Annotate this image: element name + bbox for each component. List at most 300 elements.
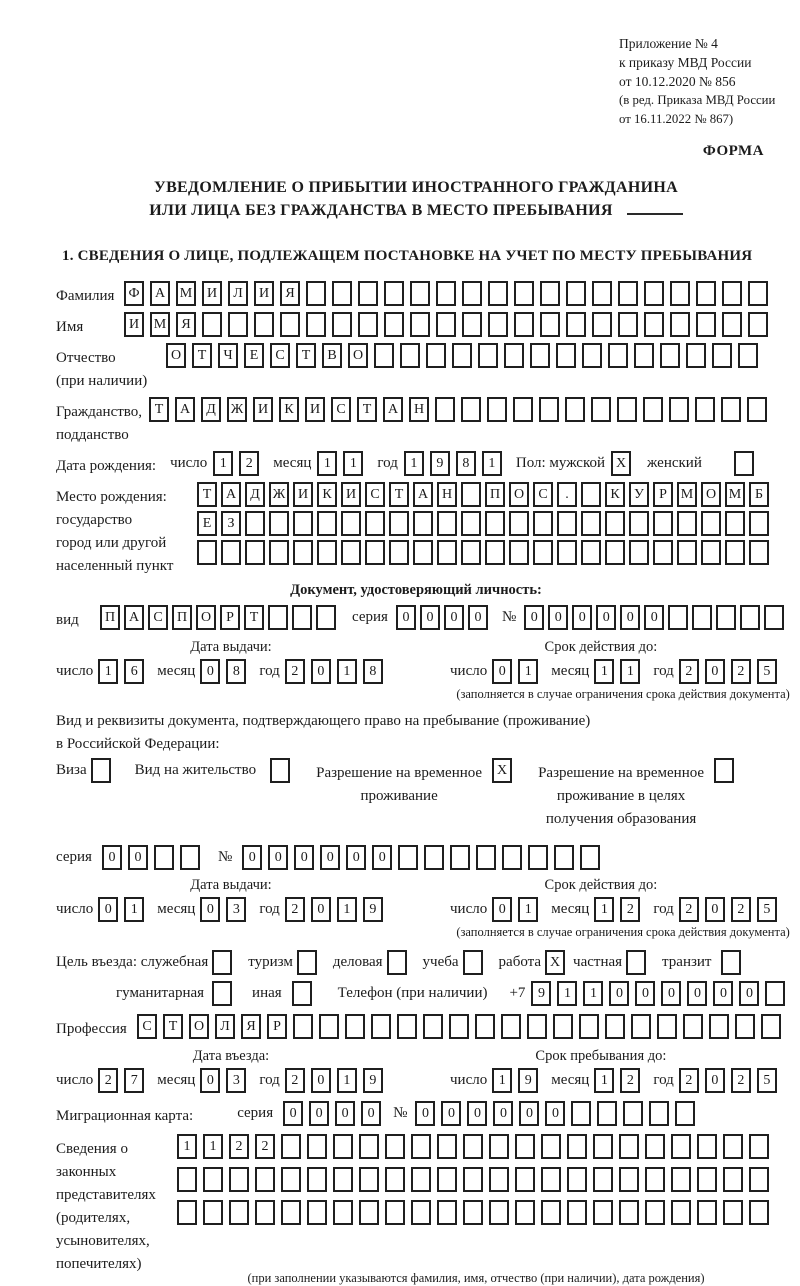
char-cell[interactable]: [695, 397, 715, 422]
char-cell[interactable]: [644, 281, 664, 306]
char-cell[interactable]: 0: [415, 1101, 435, 1126]
char-cell[interactable]: О: [348, 343, 368, 368]
char-cell[interactable]: [530, 343, 550, 368]
char-cell[interactable]: [735, 1014, 755, 1039]
char-cell[interactable]: [748, 312, 768, 337]
char-cell[interactable]: 2: [229, 1134, 249, 1159]
char-cell[interactable]: И: [254, 281, 274, 306]
char-cell[interactable]: 0: [467, 1101, 487, 1126]
char-cell[interactable]: [629, 540, 649, 565]
char-cell[interactable]: [374, 343, 394, 368]
char-cell[interactable]: [528, 845, 548, 870]
char-cell[interactable]: [221, 540, 241, 565]
char-cell[interactable]: [423, 1014, 443, 1039]
char-cell[interactable]: О: [701, 482, 721, 507]
char-cell[interactable]: 1: [583, 981, 603, 1006]
char-cell[interactable]: К: [279, 397, 299, 422]
char-cell[interactable]: [712, 343, 732, 368]
char-cell[interactable]: Т: [357, 397, 377, 422]
char-cell[interactable]: 0: [311, 659, 331, 684]
char-cell[interactable]: И: [305, 397, 325, 422]
char-cell[interactable]: [400, 343, 420, 368]
char-cell[interactable]: [436, 312, 456, 337]
char-cell[interactable]: М: [150, 312, 170, 337]
char-cell[interactable]: И: [293, 482, 313, 507]
char-cell[interactable]: 1: [404, 451, 424, 476]
char-cell[interactable]: [723, 1200, 743, 1225]
char-cell[interactable]: [629, 511, 649, 536]
char-cell[interactable]: [722, 312, 742, 337]
char-cell[interactable]: С: [270, 343, 290, 368]
char-cell[interactable]: [462, 312, 482, 337]
char-cell[interactable]: [229, 1200, 249, 1225]
char-cell[interactable]: [749, 540, 769, 565]
char-cell[interactable]: [582, 343, 602, 368]
char-cell[interactable]: [293, 540, 313, 565]
char-cell[interactable]: [515, 1167, 535, 1192]
char-cell[interactable]: [488, 312, 508, 337]
char-cell[interactable]: 0: [545, 1101, 565, 1126]
char-cell[interactable]: [740, 605, 760, 630]
char-cell[interactable]: [723, 1134, 743, 1159]
char-cell[interactable]: [197, 540, 217, 565]
char-cell[interactable]: [463, 950, 483, 975]
char-cell[interactable]: 1: [594, 1068, 614, 1093]
char-cell[interactable]: [567, 1134, 587, 1159]
char-cell[interactable]: [203, 1200, 223, 1225]
char-cell[interactable]: [597, 1101, 617, 1126]
char-cell[interactable]: 0: [524, 605, 544, 630]
char-cell[interactable]: 9: [363, 897, 383, 922]
char-cell[interactable]: 0: [200, 1068, 220, 1093]
char-cell[interactable]: 8: [456, 451, 476, 476]
char-cell[interactable]: [605, 511, 625, 536]
char-cell[interactable]: [411, 1167, 431, 1192]
char-cell[interactable]: Ж: [227, 397, 247, 422]
char-cell[interactable]: [449, 1014, 469, 1039]
char-cell[interactable]: 0: [441, 1101, 461, 1126]
char-cell[interactable]: [515, 1200, 535, 1225]
char-cell[interactable]: X: [611, 451, 631, 476]
char-cell[interactable]: [645, 1134, 665, 1159]
char-cell[interactable]: С: [365, 482, 385, 507]
char-cell[interactable]: Ч: [218, 343, 238, 368]
char-cell[interactable]: [461, 511, 481, 536]
char-cell[interactable]: [269, 511, 289, 536]
char-cell[interactable]: [341, 511, 361, 536]
char-cell[interactable]: [502, 845, 522, 870]
char-cell[interactable]: 2: [679, 659, 699, 684]
char-cell[interactable]: [581, 511, 601, 536]
char-cell[interactable]: [556, 343, 576, 368]
char-cell[interactable]: [307, 1134, 327, 1159]
char-cell[interactable]: [426, 343, 446, 368]
char-cell[interactable]: .: [557, 482, 577, 507]
char-cell[interactable]: [450, 845, 470, 870]
char-cell[interactable]: 0: [548, 605, 568, 630]
char-cell[interactable]: 8: [226, 659, 246, 684]
char-cell[interactable]: X: [492, 758, 512, 783]
char-cell[interactable]: 0: [268, 845, 288, 870]
char-cell[interactable]: [410, 281, 430, 306]
char-cell[interactable]: [644, 312, 664, 337]
char-cell[interactable]: [618, 312, 638, 337]
char-cell[interactable]: [617, 397, 637, 422]
char-cell[interactable]: 0: [311, 1068, 331, 1093]
char-cell[interactable]: 2: [731, 897, 751, 922]
char-cell[interactable]: [385, 1200, 405, 1225]
char-cell[interactable]: [359, 1200, 379, 1225]
char-cell[interactable]: [489, 1200, 509, 1225]
char-cell[interactable]: [541, 1167, 561, 1192]
char-cell[interactable]: [557, 511, 577, 536]
char-cell[interactable]: 0: [335, 1101, 355, 1126]
char-cell[interactable]: 5: [757, 659, 777, 684]
char-cell[interactable]: [212, 950, 232, 975]
char-cell[interactable]: И: [341, 482, 361, 507]
char-cell[interactable]: Т: [163, 1014, 183, 1039]
char-cell[interactable]: 1: [124, 897, 144, 922]
char-cell[interactable]: [765, 981, 785, 1006]
char-cell[interactable]: [485, 540, 505, 565]
char-cell[interactable]: Р: [267, 1014, 287, 1039]
char-cell[interactable]: [643, 397, 663, 422]
char-cell[interactable]: 1: [518, 659, 538, 684]
char-cell[interactable]: 1: [518, 897, 538, 922]
char-cell[interactable]: Т: [389, 482, 409, 507]
char-cell[interactable]: [398, 845, 418, 870]
char-cell[interactable]: [734, 451, 754, 476]
char-cell[interactable]: Ф: [124, 281, 144, 306]
char-cell[interactable]: [255, 1167, 275, 1192]
char-cell[interactable]: [554, 845, 574, 870]
char-cell[interactable]: [461, 482, 481, 507]
char-cell[interactable]: [580, 845, 600, 870]
char-cell[interactable]: 1: [177, 1134, 197, 1159]
char-cell[interactable]: 9: [430, 451, 450, 476]
char-cell[interactable]: [333, 1134, 353, 1159]
char-cell[interactable]: 1: [482, 451, 502, 476]
char-cell[interactable]: [660, 343, 680, 368]
char-cell[interactable]: 2: [731, 1068, 751, 1093]
char-cell[interactable]: [317, 511, 337, 536]
char-cell[interactable]: [384, 312, 404, 337]
char-cell[interactable]: 0: [635, 981, 655, 1006]
char-cell[interactable]: [721, 397, 741, 422]
char-cell[interactable]: [515, 1134, 535, 1159]
char-cell[interactable]: 0: [644, 605, 664, 630]
char-cell[interactable]: 0: [444, 605, 464, 630]
char-cell[interactable]: [716, 605, 736, 630]
char-cell[interactable]: 0: [661, 981, 681, 1006]
char-cell[interactable]: С: [331, 397, 351, 422]
char-cell[interactable]: 3: [226, 897, 246, 922]
char-cell[interactable]: 1: [620, 659, 640, 684]
char-cell[interactable]: Т: [197, 482, 217, 507]
char-cell[interactable]: [631, 1014, 651, 1039]
char-cell[interactable]: [319, 1014, 339, 1039]
char-cell[interactable]: [723, 1167, 743, 1192]
char-cell[interactable]: Н: [409, 397, 429, 422]
char-cell[interactable]: А: [150, 281, 170, 306]
char-cell[interactable]: О: [509, 482, 529, 507]
char-cell[interactable]: [591, 397, 611, 422]
char-cell[interactable]: [463, 1167, 483, 1192]
char-cell[interactable]: А: [413, 482, 433, 507]
char-cell[interactable]: 1: [203, 1134, 223, 1159]
char-cell[interactable]: 9: [531, 981, 551, 1006]
char-cell[interactable]: О: [166, 343, 186, 368]
char-cell[interactable]: [397, 1014, 417, 1039]
char-cell[interactable]: 2: [620, 897, 640, 922]
char-cell[interactable]: А: [124, 605, 144, 630]
char-cell[interactable]: [533, 511, 553, 536]
char-cell[interactable]: [539, 397, 559, 422]
char-cell[interactable]: [697, 1134, 717, 1159]
char-cell[interactable]: [653, 540, 673, 565]
char-cell[interactable]: У: [629, 482, 649, 507]
char-cell[interactable]: 0: [468, 605, 488, 630]
char-cell[interactable]: [245, 540, 265, 565]
char-cell[interactable]: 0: [596, 605, 616, 630]
char-cell[interactable]: О: [196, 605, 216, 630]
char-cell[interactable]: 0: [128, 845, 148, 870]
char-cell[interactable]: [437, 511, 457, 536]
char-cell[interactable]: 0: [200, 659, 220, 684]
char-cell[interactable]: 0: [311, 897, 331, 922]
char-cell[interactable]: 2: [255, 1134, 275, 1159]
char-cell[interactable]: [605, 540, 625, 565]
char-cell[interactable]: [389, 540, 409, 565]
char-cell[interactable]: 1: [492, 1068, 512, 1093]
char-cell[interactable]: [593, 1134, 613, 1159]
char-cell[interactable]: [626, 950, 646, 975]
char-cell[interactable]: [541, 1200, 561, 1225]
char-cell[interactable]: [333, 1200, 353, 1225]
char-cell[interactable]: Я: [241, 1014, 261, 1039]
char-cell[interactable]: [365, 511, 385, 536]
char-cell[interactable]: [268, 605, 288, 630]
char-cell[interactable]: [177, 1167, 197, 1192]
char-cell[interactable]: И: [202, 281, 222, 306]
char-cell[interactable]: [722, 281, 742, 306]
char-cell[interactable]: 0: [620, 605, 640, 630]
char-cell[interactable]: С: [137, 1014, 157, 1039]
char-cell[interactable]: [478, 343, 498, 368]
char-cell[interactable]: [358, 312, 378, 337]
char-cell[interactable]: С: [148, 605, 168, 630]
char-cell[interactable]: Н: [437, 482, 457, 507]
char-cell[interactable]: [333, 1167, 353, 1192]
char-cell[interactable]: [462, 281, 482, 306]
char-cell[interactable]: [437, 1167, 457, 1192]
char-cell[interactable]: [671, 1167, 691, 1192]
char-cell[interactable]: [675, 1101, 695, 1126]
char-cell[interactable]: 0: [572, 605, 592, 630]
char-cell[interactable]: [487, 397, 507, 422]
char-cell[interactable]: [677, 540, 697, 565]
char-cell[interactable]: Я: [176, 312, 196, 337]
char-cell[interactable]: 0: [320, 845, 340, 870]
char-cell[interactable]: 0: [705, 897, 725, 922]
char-cell[interactable]: [154, 845, 174, 870]
char-cell[interactable]: [384, 281, 404, 306]
char-cell[interactable]: 0: [102, 845, 122, 870]
char-cell[interactable]: [202, 312, 222, 337]
char-cell[interactable]: [228, 312, 248, 337]
char-cell[interactable]: [618, 281, 638, 306]
char-cell[interactable]: А: [175, 397, 195, 422]
char-cell[interactable]: П: [100, 605, 120, 630]
char-cell[interactable]: Т: [192, 343, 212, 368]
char-cell[interactable]: [649, 1101, 669, 1126]
char-cell[interactable]: [749, 1167, 769, 1192]
char-cell[interactable]: Л: [228, 281, 248, 306]
char-cell[interactable]: 0: [346, 845, 366, 870]
char-cell[interactable]: [461, 397, 481, 422]
char-cell[interactable]: М: [725, 482, 745, 507]
char-cell[interactable]: 0: [372, 845, 392, 870]
char-cell[interactable]: 5: [757, 1068, 777, 1093]
char-cell[interactable]: 2: [239, 451, 259, 476]
char-cell[interactable]: [476, 845, 496, 870]
char-cell[interactable]: [514, 281, 534, 306]
char-cell[interactable]: [371, 1014, 391, 1039]
char-cell[interactable]: 1: [594, 659, 614, 684]
char-cell[interactable]: [668, 605, 688, 630]
char-cell[interactable]: [341, 540, 361, 565]
char-cell[interactable]: [571, 1101, 591, 1126]
char-cell[interactable]: [280, 312, 300, 337]
char-cell[interactable]: [316, 605, 336, 630]
char-cell[interactable]: 0: [492, 659, 512, 684]
char-cell[interactable]: 2: [285, 1068, 305, 1093]
char-cell[interactable]: 0: [242, 845, 262, 870]
char-cell[interactable]: П: [172, 605, 192, 630]
char-cell[interactable]: X: [545, 950, 565, 975]
char-cell[interactable]: [281, 1167, 301, 1192]
char-cell[interactable]: 2: [679, 897, 699, 922]
char-cell[interactable]: Е: [197, 511, 217, 536]
char-cell[interactable]: [307, 1200, 327, 1225]
char-cell[interactable]: 0: [687, 981, 707, 1006]
char-cell[interactable]: [541, 1134, 561, 1159]
char-cell[interactable]: [385, 1134, 405, 1159]
char-cell[interactable]: [593, 1200, 613, 1225]
char-cell[interactable]: [452, 343, 472, 368]
char-cell[interactable]: [686, 343, 706, 368]
char-cell[interactable]: [540, 281, 560, 306]
char-cell[interactable]: [461, 540, 481, 565]
char-cell[interactable]: 0: [283, 1101, 303, 1126]
char-cell[interactable]: [696, 312, 716, 337]
char-cell[interactable]: [270, 758, 290, 783]
char-cell[interactable]: [749, 511, 769, 536]
char-cell[interactable]: Б: [749, 482, 769, 507]
char-cell[interactable]: [748, 281, 768, 306]
char-cell[interactable]: З: [221, 511, 241, 536]
char-cell[interactable]: 2: [285, 659, 305, 684]
char-cell[interactable]: [749, 1134, 769, 1159]
char-cell[interactable]: А: [221, 482, 241, 507]
char-cell[interactable]: Д: [201, 397, 221, 422]
char-cell[interactable]: 1: [343, 451, 363, 476]
char-cell[interactable]: 0: [705, 659, 725, 684]
char-cell[interactable]: [645, 1200, 665, 1225]
char-cell[interactable]: К: [605, 482, 625, 507]
char-cell[interactable]: П: [485, 482, 505, 507]
char-cell[interactable]: [255, 1200, 275, 1225]
char-cell[interactable]: Л: [215, 1014, 235, 1039]
char-cell[interactable]: [671, 1134, 691, 1159]
char-cell[interactable]: [579, 1014, 599, 1039]
char-cell[interactable]: [212, 981, 232, 1006]
char-cell[interactable]: [504, 343, 524, 368]
char-cell[interactable]: [725, 540, 745, 565]
char-cell[interactable]: [619, 1200, 639, 1225]
char-cell[interactable]: 0: [294, 845, 314, 870]
char-cell[interactable]: [332, 281, 352, 306]
char-cell[interactable]: 0: [519, 1101, 539, 1126]
char-cell[interactable]: [436, 281, 456, 306]
char-cell[interactable]: 1: [98, 659, 118, 684]
char-cell[interactable]: [527, 1014, 547, 1039]
char-cell[interactable]: [696, 281, 716, 306]
char-cell[interactable]: [533, 540, 553, 565]
char-cell[interactable]: [683, 1014, 703, 1039]
char-cell[interactable]: [413, 540, 433, 565]
char-cell[interactable]: 0: [493, 1101, 513, 1126]
char-cell[interactable]: [608, 343, 628, 368]
char-cell[interactable]: [306, 281, 326, 306]
char-cell[interactable]: [749, 1200, 769, 1225]
char-cell[interactable]: 1: [213, 451, 233, 476]
char-cell[interactable]: 0: [739, 981, 759, 1006]
char-cell[interactable]: 1: [337, 659, 357, 684]
char-cell[interactable]: 0: [396, 605, 416, 630]
char-cell[interactable]: Ж: [269, 482, 289, 507]
char-cell[interactable]: [254, 312, 274, 337]
char-cell[interactable]: 9: [363, 1068, 383, 1093]
char-cell[interactable]: 6: [124, 659, 144, 684]
char-cell[interactable]: [413, 511, 433, 536]
char-cell[interactable]: [463, 1134, 483, 1159]
char-cell[interactable]: [634, 343, 654, 368]
char-cell[interactable]: [475, 1014, 495, 1039]
char-cell[interactable]: [385, 1167, 405, 1192]
char-cell[interactable]: [623, 1101, 643, 1126]
char-cell[interactable]: [359, 1167, 379, 1192]
char-cell[interactable]: И: [124, 312, 144, 337]
char-cell[interactable]: [180, 845, 200, 870]
char-cell[interactable]: 1: [337, 1068, 357, 1093]
char-cell[interactable]: [725, 511, 745, 536]
char-cell[interactable]: 1: [337, 897, 357, 922]
char-cell[interactable]: Д: [245, 482, 265, 507]
char-cell[interactable]: [514, 312, 534, 337]
char-cell[interactable]: [332, 312, 352, 337]
char-cell[interactable]: [697, 1200, 717, 1225]
char-cell[interactable]: [619, 1167, 639, 1192]
char-cell[interactable]: [761, 1014, 781, 1039]
char-cell[interactable]: [203, 1167, 223, 1192]
char-cell[interactable]: [411, 1200, 431, 1225]
char-cell[interactable]: 0: [609, 981, 629, 1006]
char-cell[interactable]: 3: [226, 1068, 246, 1093]
char-cell[interactable]: [387, 950, 407, 975]
char-cell[interactable]: [358, 281, 378, 306]
char-cell[interactable]: А: [383, 397, 403, 422]
